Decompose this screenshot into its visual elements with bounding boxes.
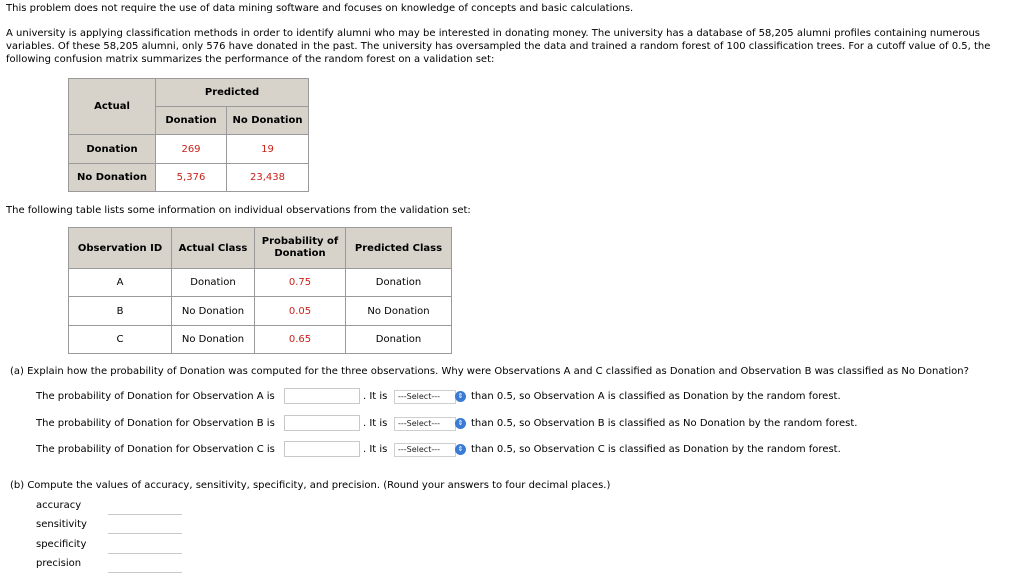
observation-c-probability-input[interactable] bbox=[284, 441, 360, 457]
obs-id: A bbox=[69, 269, 172, 297]
obs-id-header: Observation ID bbox=[69, 228, 172, 269]
specificity-input[interactable] bbox=[108, 553, 182, 554]
observation-table bbox=[68, 227, 452, 354]
observation-b-comparison-select[interactable] bbox=[394, 417, 464, 431]
accuracy-input[interactable] bbox=[108, 514, 182, 515]
chevron-updown-icon: ⇕ bbox=[455, 444, 466, 455]
obs-id: C bbox=[69, 326, 172, 354]
obs-actual-header: Actual Class bbox=[172, 228, 255, 269]
part-a-question: (a) Explain how the probability of Donation was computed for the three observations. Why were Observations A and C classified as Donation and Observation B was classified as No Donation? bbox=[10, 366, 969, 377]
part-b-question: (b) Compute the values of accuracy, sensitivity, specificity, and precision. (Round your answers to four decimal places.) bbox=[10, 480, 611, 491]
obs-id: B bbox=[69, 297, 172, 326]
cell-nodonation-donation: 5,376 bbox=[156, 164, 227, 192]
chevron-updown-icon: ⇕ bbox=[455, 391, 466, 402]
table-row bbox=[69, 269, 452, 297]
cell-donation-nodonation: 19 bbox=[227, 135, 309, 164]
sensitivity-label: sensitivity bbox=[36, 519, 87, 530]
col-donation-header: Donation bbox=[156, 107, 227, 135]
observation-c-comparison-select[interactable] bbox=[394, 443, 464, 457]
obs-prob: 0.05 bbox=[255, 297, 346, 326]
obs-prob-header: Probability of Donation bbox=[255, 228, 346, 269]
specificity-label: specificity bbox=[36, 539, 87, 550]
part-a-line-b-prefix: The probability of Donation for Observation B is bbox=[36, 418, 275, 429]
sensitivity-input[interactable] bbox=[108, 533, 182, 534]
predicted-header: Predicted bbox=[156, 79, 309, 107]
part-a-line-b-suffix: than 0.5, so Observation B is classified as No Donation by the random forest. bbox=[471, 418, 858, 429]
precision-label: precision bbox=[36, 558, 82, 569]
confusion-matrix bbox=[68, 78, 309, 192]
obs-actual: No Donation bbox=[172, 297, 255, 326]
actual-header: Actual bbox=[69, 79, 156, 135]
part-a-line-c-suffix: than 0.5, so Observation C is classified as Donation by the random forest. bbox=[471, 444, 841, 455]
select-value: ---Select--- bbox=[398, 392, 440, 401]
obs-prob: 0.75 bbox=[255, 269, 346, 297]
part-a-line-c-mid: . It is bbox=[363, 444, 388, 455]
cell-donation-donation: 269 bbox=[156, 135, 227, 164]
cell-nodonation-nodonation: 23,438 bbox=[227, 164, 309, 192]
problem-text: A university is applying classification methods in order to identify alumni who may be interested in donating money. The university has a database of 58,205 alumni profiles containing numerous variables. Of these 58,205 alumni, only 576 have donated in the past. The university has oversampled the data and trained a random forest of 100 classification trees. For a cutoff value of 0.5, the following confusion matrix summarizes the performance of the random forest on a validation set: bbox=[6, 28, 991, 65]
row-no-donation-header: No Donation bbox=[69, 164, 156, 192]
obs-pred: Donation bbox=[346, 269, 452, 297]
col-no-donation-header: No Donation bbox=[227, 107, 309, 135]
part-a-line-a-mid: . It is bbox=[363, 391, 388, 402]
table-row bbox=[69, 326, 452, 354]
part-a-line-a-suffix: than 0.5, so Observation A is classified as Donation by the random forest. bbox=[471, 391, 841, 402]
select-value: ---Select--- bbox=[398, 445, 440, 454]
observations-intro: The following table lists some information on individual observations from the validation set: bbox=[6, 205, 471, 216]
part-a-line-b-mid: . It is bbox=[363, 418, 388, 429]
precision-input[interactable] bbox=[108, 572, 182, 573]
intro-text: This problem does not require the use of data mining software and focuses on knowledge of concepts and basic calculations. bbox=[6, 3, 634, 14]
obs-actual: No Donation bbox=[172, 326, 255, 354]
chevron-updown-icon: ⇕ bbox=[455, 418, 466, 429]
part-a-line-a-prefix: The probability of Donation for Observation A is bbox=[36, 391, 275, 402]
observation-a-probability-input[interactable] bbox=[284, 388, 360, 404]
select-value: ---Select--- bbox=[398, 419, 440, 428]
obs-actual: Donation bbox=[172, 269, 255, 297]
table-row bbox=[69, 297, 452, 326]
obs-pred-header: Predicted Class bbox=[346, 228, 452, 269]
accuracy-label: accuracy bbox=[36, 500, 82, 511]
row-donation-header: Donation bbox=[69, 135, 156, 164]
observation-a-comparison-select[interactable] bbox=[394, 390, 464, 404]
obs-pred: No Donation bbox=[346, 297, 452, 326]
obs-pred: Donation bbox=[346, 326, 452, 354]
observation-b-probability-input[interactable] bbox=[284, 415, 360, 431]
obs-prob: 0.65 bbox=[255, 326, 346, 354]
part-a-line-c-prefix: The probability of Donation for Observation C is bbox=[36, 444, 275, 455]
